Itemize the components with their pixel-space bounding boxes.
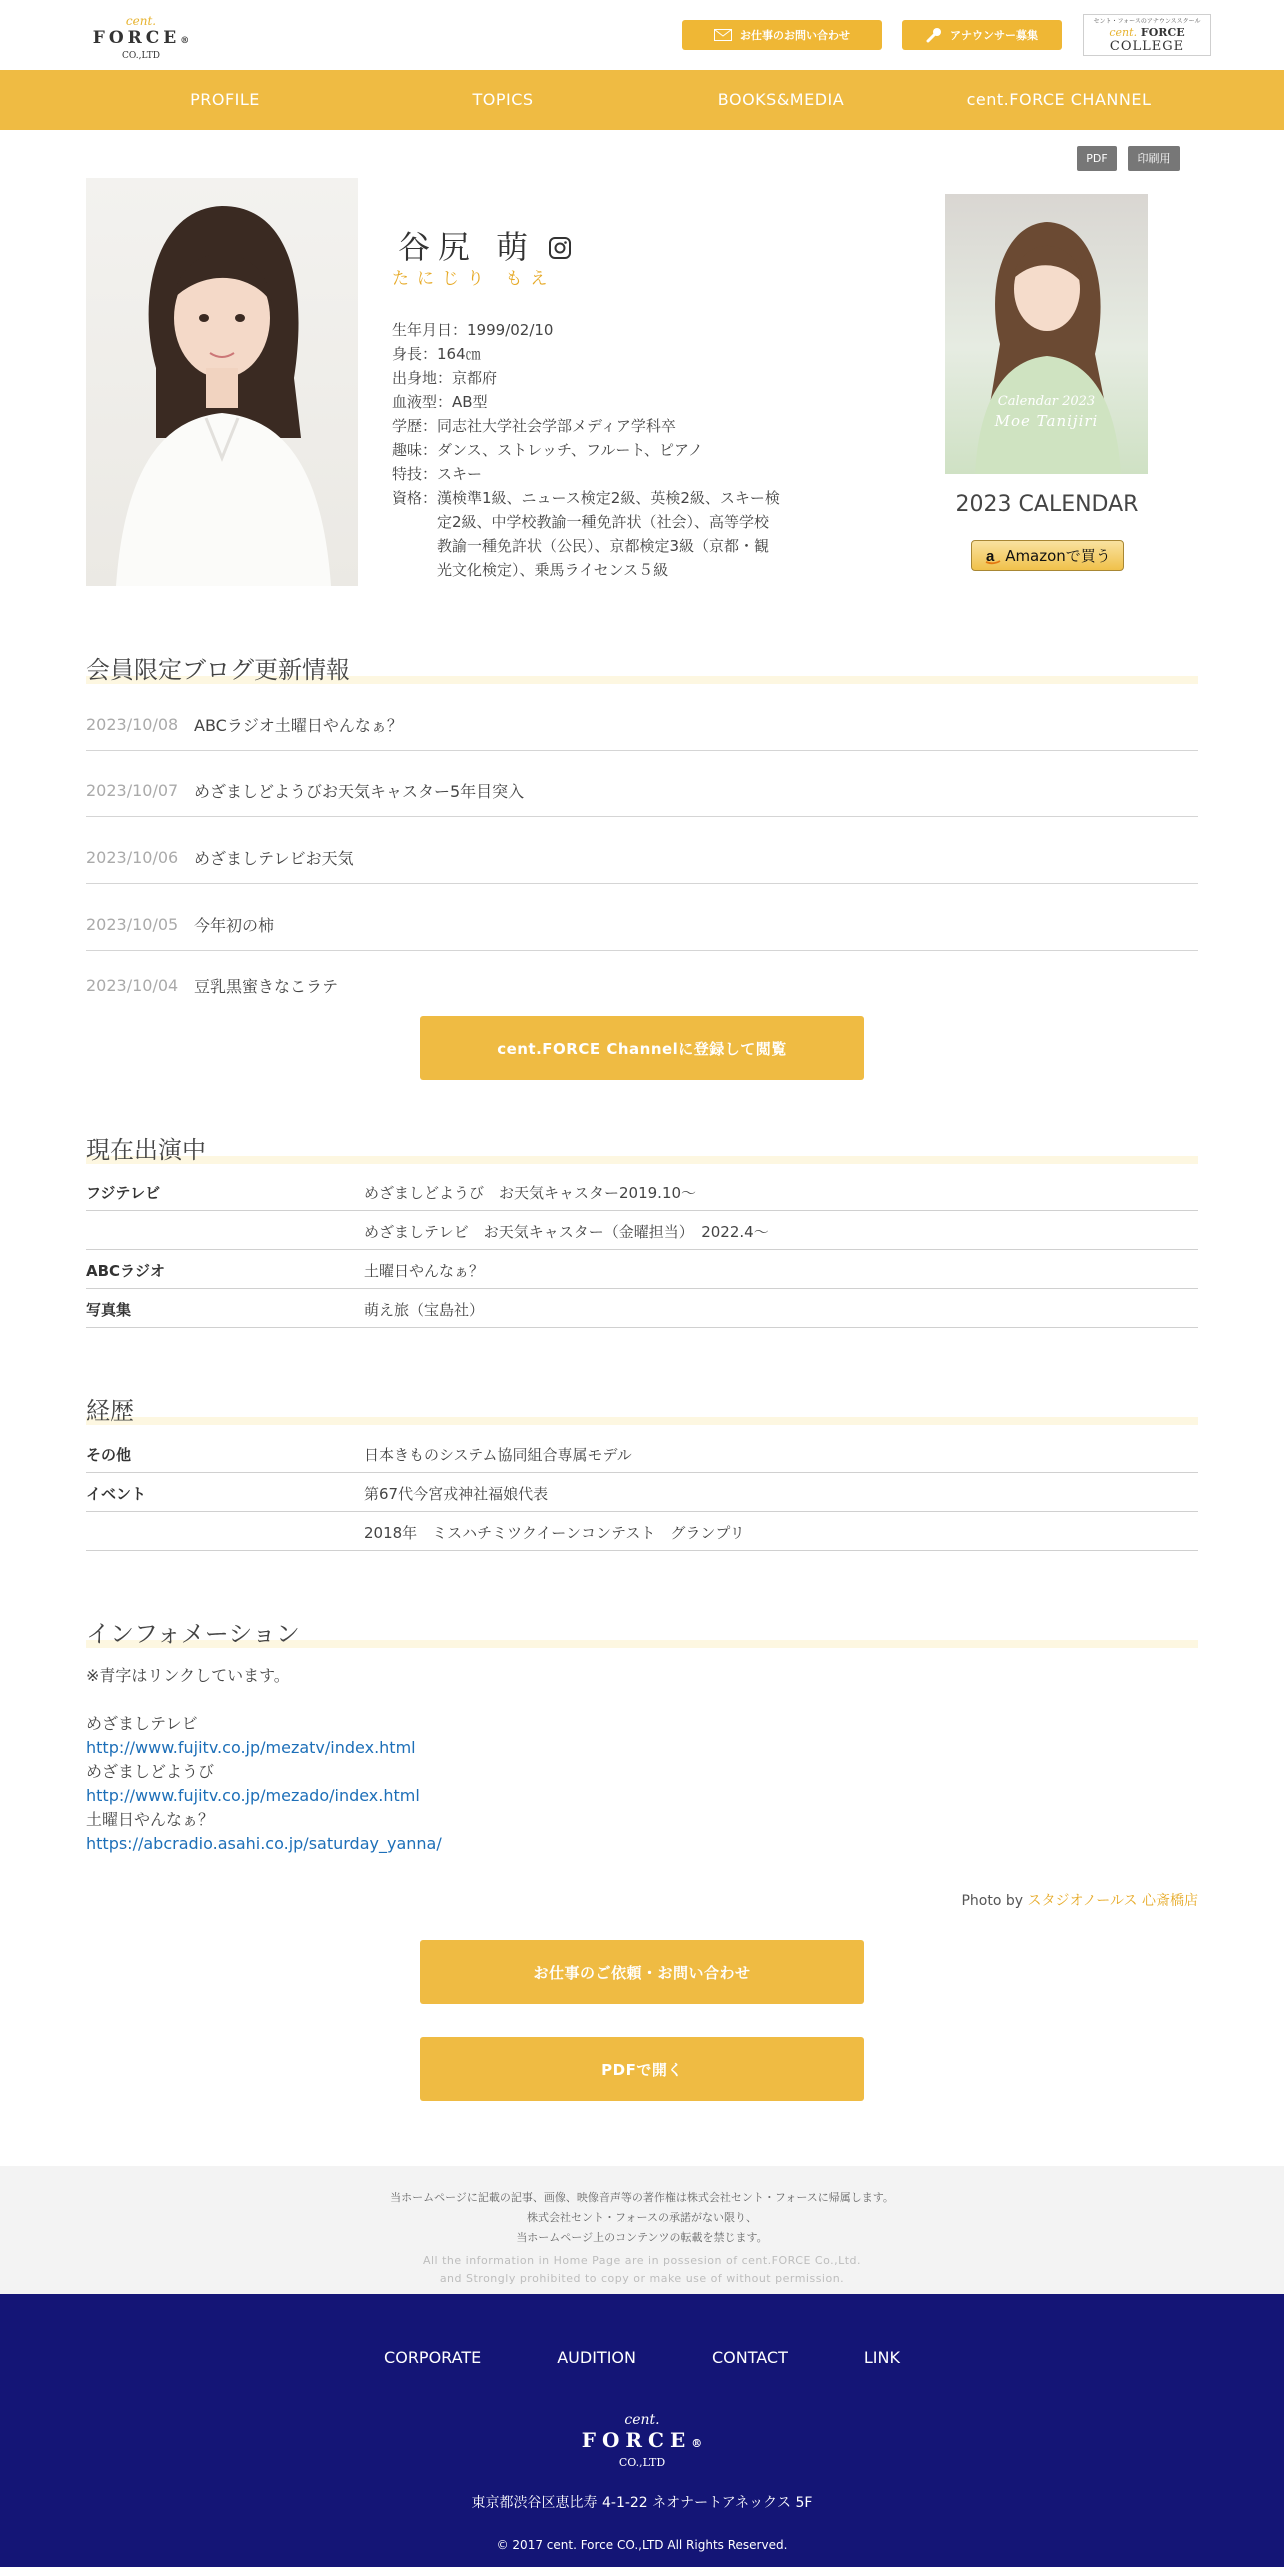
blog-entry-date: 2023/10/07 [86,780,179,800]
spec-value: 同志社大学社会学部メディア学科卒 [437,417,676,435]
contact-button[interactable] [682,20,882,50]
career-row-label: イベント [86,1485,147,1503]
current-row [86,1211,1198,1250]
career-row [86,1473,1198,1512]
copyright-notice [0,2166,1284,2294]
info-link[interactable] [86,1832,442,1856]
spec-value: AB型 [452,393,488,411]
footer-nav-contact[interactable]: CONTACT [711,2348,788,2367]
current-section-title: 現在出演中 [86,1136,206,1164]
inquiry-button[interactable] [420,1940,864,2004]
spec-birthday [392,318,782,342]
college-subtitle: セント・フォースのアナウンススクール [1093,18,1201,25]
current-row-label: フジテレビ [86,1184,161,1202]
current-row-value: めざましどようび お天気キャスター2019.10～ [364,1184,697,1202]
amazon-logo-icon [984,547,1002,565]
current-row-label: 写真集 [86,1301,132,1319]
footer-address: 東京都渋谷区恵比寿 4-1-22 ネオナートアネックス 5F [471,2495,813,2511]
nav-channel[interactable]: cent.FORCE CHANNEL [966,90,1152,109]
channel-register-button[interactable]: cent.FORCE Channelに登録して閲覧 [420,1016,864,1080]
profile-photo [86,178,358,586]
svg-text:a: a [986,547,995,565]
college-force: FORCE [1140,26,1185,39]
current-row [86,1289,1198,1328]
info-note: ※青字はリンクしています。 [86,1666,290,1685]
info-link-url[interactable]: http://www.fujitv.co.jp/mezatv/index.html [86,1738,416,1757]
spec-value: 京都府 [452,369,498,387]
footer-nav-link[interactable]: LINK [863,2348,900,2367]
info-link-url[interactable]: https://abcradio.asahi.co.jp/saturday_yanna/ [86,1834,442,1853]
college-banner[interactable] [1083,14,1211,56]
footer-logo-registered: ® [691,2437,703,2450]
college-cent: cent. [1109,26,1138,39]
inquiry-button-label: お仕事のご依頼・お問い合わせ [533,1963,751,1982]
blog-entry[interactable] [86,698,1198,751]
main-nav [0,70,1284,130]
career-section-title: 経歴 [86,1397,134,1425]
photo-credit-label: Photo by [961,1893,1024,1909]
college-title: COLLEGE [1109,39,1185,54]
spec-birthplace [392,366,782,390]
footer-logo[interactable] [567,2412,717,2469]
logo-registered: ® [180,36,190,46]
career-row-value: 2018年 ミスハチミツクイーンコンテスト グランプリ [364,1524,745,1542]
nav-books-media[interactable]: BOOKS&MEDIA [717,90,845,109]
copyright-notice-jp-1: 当ホームページに記載の記事、画像、映像音声等の著作権は株式会社セント・フォースに帰属します。 [390,2191,894,2204]
current-row-value: 土曜日やんなぁ？ [364,1262,485,1280]
amazon-button-label: Amazonで買う [1005,547,1111,565]
footer-nav [0,2348,1284,2367]
footer-logo-cent: cent. [624,2412,660,2428]
spec-label: 身長： [392,345,438,363]
section-underline [86,1156,1198,1164]
career-row-label: その他 [86,1446,132,1464]
info-link[interactable] [86,1736,416,1760]
blog-entry-date: 2023/10/08 [86,714,179,734]
info-section-title: インフォメーション [86,1620,300,1648]
amazon-buy-button[interactable] [971,540,1124,571]
blog-entry[interactable] [86,898,1198,951]
logo-force-text: FORCE [92,28,181,48]
info-label: めざましどようび [86,1762,215,1781]
info-label: めざましテレビ [86,1714,198,1733]
footer-nav-corporate[interactable]: CORPORATE [384,2348,482,2367]
footer-logo-force [567,2428,717,2456]
spec-value: 漢検準1級、ニュース検定2級、英検2級、スキー検定2級、中学校教諭一種免許状（社会）、高等学校教諭一種免許状（公民）、京都検定3級（京都・観光文化検定）、乗馬ライセンス５級 [437,489,780,579]
spec-label: 特技： [392,465,438,483]
logo-co: CO.,LTD [122,51,160,61]
nav-topics[interactable]: TOPICS [472,90,534,109]
site-header [0,0,1284,70]
spec-label: 資格： [392,489,438,507]
calendar-image-caption-1: Calendar 2023 [997,394,1096,409]
career-row [86,1434,1198,1473]
talent-name: 谷尻 萌 [398,228,537,266]
announcer-button-label: アナウンサー募集 [950,29,1038,42]
spec-label: 学歴： [392,417,438,435]
spec-value: ダンス、ストレッチ、フルート、ピアノ [437,441,703,459]
mail-icon [714,29,732,41]
copyright-notice-en-2: and Strongly prohibited to copy or make use of without permission. [439,2272,845,2285]
contact-button-label: お仕事のお問い合わせ [740,29,850,42]
spec-value: 164㎝ [437,345,481,363]
spec-label: 趣味： [392,441,438,459]
current-row [86,1250,1198,1289]
blog-entry[interactable] [86,831,1198,884]
photo-credit [900,1890,1198,1910]
site-footer [0,2294,1284,2567]
current-row [86,1172,1198,1211]
blog-entry-title: ABCラジオ土曜日やんなぁ？ [194,715,403,735]
announcer-recruit-button[interactable] [902,20,1062,50]
copyright-notice-en-1: All the information in Home Page are in possesion of cent.FORCE Co.,Ltd. [422,2254,862,2267]
info-label: 土曜日やんなぁ？ [86,1810,215,1829]
spec-hobbies [392,438,782,462]
spec-skills [392,462,782,486]
profile-specs [392,318,782,582]
info-link[interactable] [86,1784,420,1808]
blog-entry-title: めざましテレビお天気 [194,848,354,868]
blog-entry[interactable] [86,965,1198,1005]
copyright-notice-jp-3: 当ホームページ上のコンテンツの転載を禁じます。 [516,2231,768,2244]
copyright-notice-jp-2: 株式会社セント・フォースの承諾がない限り、 [527,2211,757,2224]
print-button[interactable]: 印刷用 [1128,146,1180,171]
section-underline [86,1417,1198,1425]
blog-entry[interactable] [86,764,1198,817]
blog-entry-date: 2023/10/04 [86,975,179,995]
microphone-icon [926,27,942,43]
blog-entry-title: 豆乳黒蜜きなこラテ [194,976,339,996]
nav-profile[interactable]: PROFILE [190,90,260,109]
spec-value: 1999/02/10 [467,321,554,339]
talent-name-kana: たにじり もえ [392,269,556,289]
spec-blood-type [392,390,782,414]
site-logo[interactable] [86,14,196,60]
footer-logo-force-text: FORCE [581,2428,692,2452]
career-row-value: 日本きものシステム協同組合専属モデル [364,1446,632,1464]
logo-cent: cent. [125,14,157,28]
blog-entry-date: 2023/10/06 [86,847,179,867]
calendar-title: 2023 CALENDAR [955,492,1139,517]
footer-nav-audition[interactable]: AUDITION [557,2348,636,2367]
spec-label: 出身地： [392,369,453,387]
spec-education [392,414,782,438]
career-row [86,1512,1198,1551]
spec-label: 生年月日： [392,321,468,339]
college-brand [1084,26,1210,39]
blog-entry-title: 今年初の柿 [194,915,275,935]
spec-qualifications [392,486,782,582]
instagram-icon[interactable] [548,236,572,260]
spec-value: スキー [437,465,483,483]
current-row-label: ABCラジオ [86,1262,166,1280]
calendar-cover-image[interactable] [945,194,1148,474]
footer-copyright: © 2017 cent. Force CO.,LTD All Rights Reserved. [496,2538,788,2552]
pdf-button[interactable]: PDF [1077,146,1117,171]
blog-entry-title: めざましどようびお天気キャスター5年目突入 [194,781,525,801]
footer-logo-co: CO.,LTD [618,2456,666,2469]
spec-label: 血液型： [392,393,453,411]
blog-entry-date: 2023/10/05 [86,914,179,934]
open-pdf-button-label: PDFで開く [601,2060,683,2079]
current-row-value: めざましテレビ お天気キャスター（金曜担当） 2022.4～ [364,1223,769,1241]
calendar-image-caption-2: Moe Tanijiri [994,412,1099,430]
spec-height [392,342,782,366]
current-row-value: 萌え旅（宝島社） [364,1301,485,1319]
logo-force [86,28,196,51]
career-row-value: 第67代今宮戎神社福娘代表 [364,1485,549,1503]
info-link-url[interactable]: http://www.fujitv.co.jp/mezado/index.html [86,1786,420,1805]
open-pdf-button[interactable] [420,2037,864,2101]
blog-section-title: 会員限定ブログ更新情報 [86,656,350,684]
photo-credit-studio[interactable]: スタジオノールス 心斎橋店 [1027,1893,1198,1909]
